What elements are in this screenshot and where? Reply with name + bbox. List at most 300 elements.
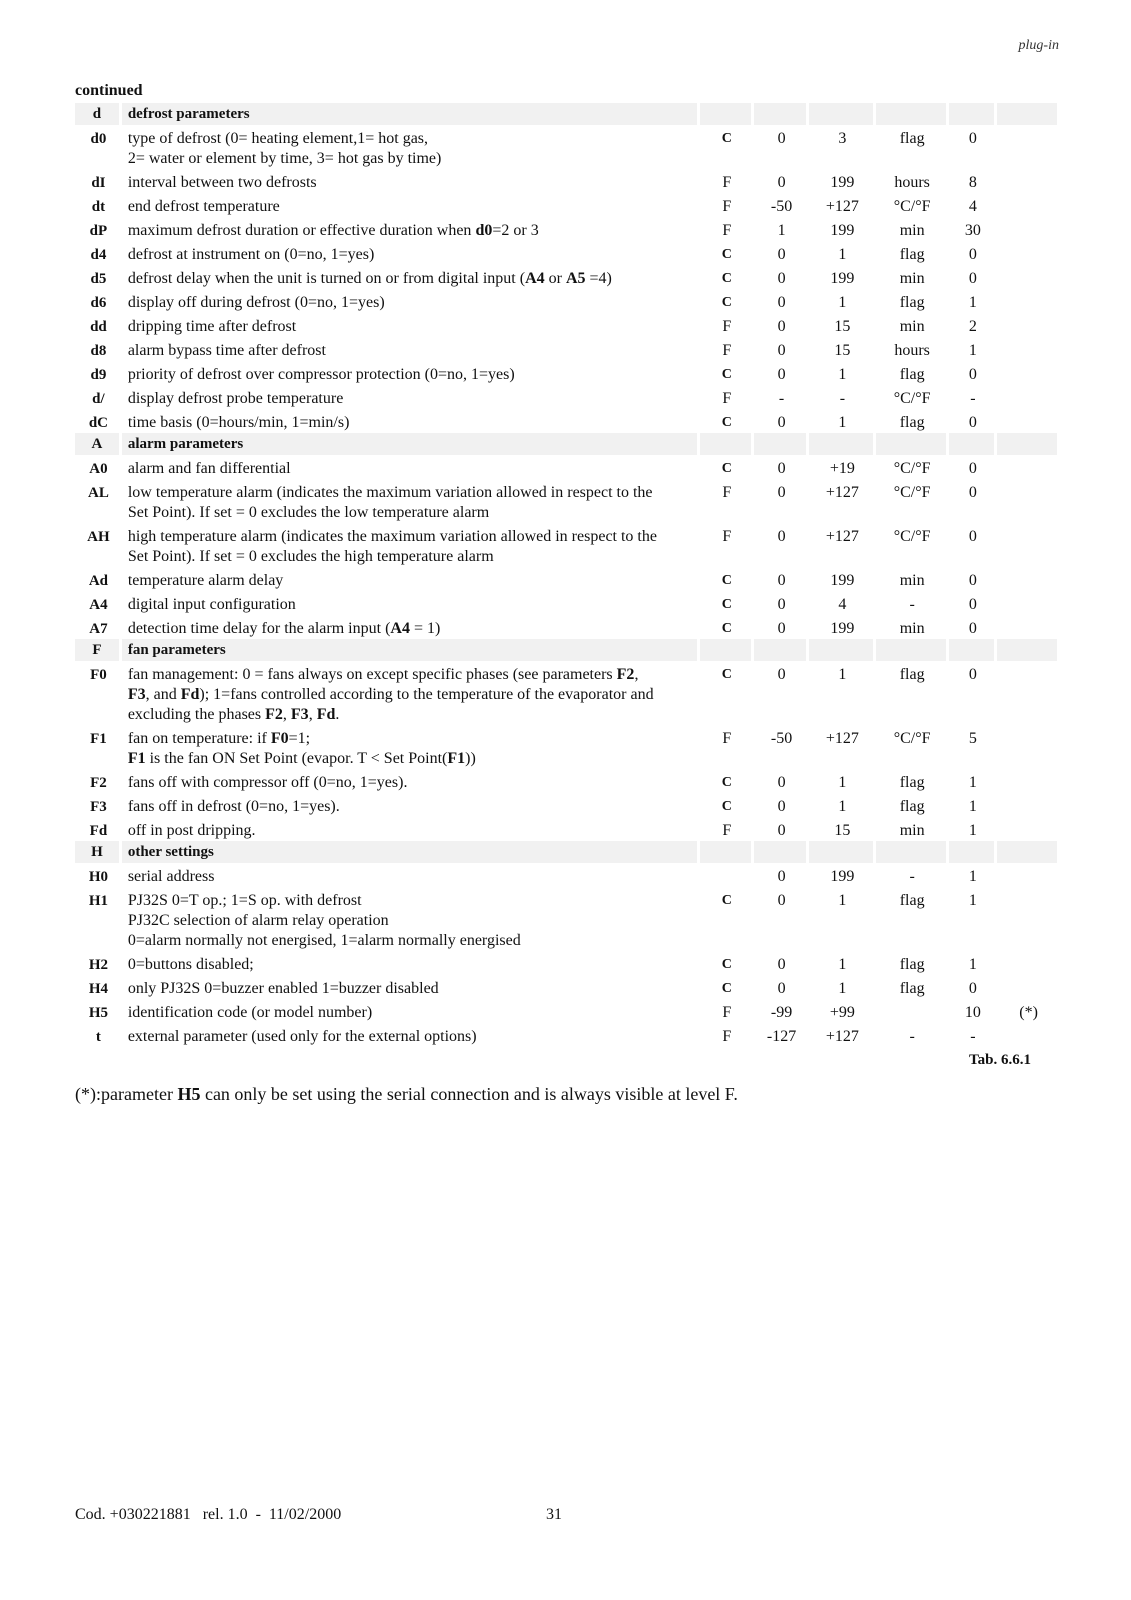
param-unit: min bbox=[899, 318, 925, 335]
section-spacer bbox=[754, 103, 809, 125]
param-description: dripping time after defrost bbox=[127, 318, 297, 335]
param-unit: - bbox=[909, 1028, 915, 1045]
param-level bbox=[700, 863, 755, 887]
section-header-h bbox=[75, 841, 1060, 863]
param-note bbox=[997, 361, 1060, 385]
param-default: 0 bbox=[968, 246, 977, 263]
param-row-d9 bbox=[75, 361, 1060, 385]
param-code: A7 bbox=[89, 621, 108, 637]
param-row-fd bbox=[75, 817, 1060, 841]
section-title: alarm parameters bbox=[122, 433, 700, 455]
param-default: 0 bbox=[968, 460, 977, 477]
param-level: F bbox=[722, 822, 732, 839]
param-level: C bbox=[721, 295, 732, 310]
param-code: H0 bbox=[88, 869, 108, 885]
param-code: dt bbox=[91, 199, 106, 215]
param-row-al bbox=[75, 479, 1060, 523]
section-title: fan parameters bbox=[122, 639, 700, 661]
param-description: serial address bbox=[127, 868, 215, 885]
param-description: display defrost probe temperature bbox=[127, 390, 344, 407]
param-min: 0 bbox=[777, 798, 786, 815]
param-row-d4 bbox=[75, 241, 1060, 265]
param-description: external parameter (used only for the external options) bbox=[127, 1028, 477, 1045]
param-max: 1 bbox=[838, 980, 847, 997]
param-default: 10 bbox=[964, 1004, 981, 1021]
param-min: 0 bbox=[777, 980, 786, 997]
param-row-dslash bbox=[75, 385, 1060, 409]
footer-document-code: Cod. +030221881 rel. 1.0 - 11/02/2000 bbox=[75, 1506, 342, 1523]
param-row-ad bbox=[75, 567, 1060, 591]
param-default: 2 bbox=[968, 318, 977, 335]
param-code: dI bbox=[91, 175, 106, 191]
param-unit: °C/°F bbox=[893, 484, 931, 501]
param-note: (*) bbox=[1019, 1004, 1038, 1021]
param-note bbox=[997, 769, 1060, 793]
param-max: 1 bbox=[838, 414, 847, 431]
param-code: F1 bbox=[90, 731, 107, 747]
param-min: 0 bbox=[777, 294, 786, 311]
param-unit: °C/°F bbox=[893, 390, 931, 407]
param-default: 1 bbox=[968, 822, 977, 839]
param-row-f3 bbox=[75, 793, 1060, 817]
param-row-ah bbox=[75, 523, 1060, 567]
section-spacer bbox=[876, 433, 949, 455]
param-description: 0=buttons disabled; bbox=[127, 956, 254, 973]
param-description: alarm and fan differential bbox=[127, 460, 291, 477]
param-row-h4 bbox=[75, 975, 1060, 999]
param-unit: min bbox=[899, 822, 925, 839]
param-description: priority of defrost over compressor protection (0=no, 1=yes) bbox=[127, 366, 515, 383]
param-description: digital input configuration bbox=[127, 596, 296, 613]
param-note bbox=[997, 863, 1060, 887]
param-description: fan management: 0 = fans always on except specific phases (see parameters F2, F3, and Fd); 1=fans controlled according to the temperature of the evaporator and excluding the phases F2, F3, Fd. bbox=[127, 666, 654, 723]
param-default: 0 bbox=[968, 980, 977, 997]
footnote: (*):parameter H5 can only be set using the serial connection and is always visible at level F. bbox=[75, 1084, 738, 1104]
param-min: 0 bbox=[777, 892, 786, 909]
param-code: d9 bbox=[90, 367, 107, 383]
param-level: C bbox=[721, 461, 732, 476]
param-description: fans off in defrost (0=no, 1=yes). bbox=[127, 798, 340, 815]
param-code: d4 bbox=[90, 247, 107, 263]
table-reference: Tab. 6.6.1 bbox=[969, 1052, 1031, 1068]
param-default: 8 bbox=[968, 174, 977, 191]
param-row-a4 bbox=[75, 591, 1060, 615]
section-spacer bbox=[876, 639, 949, 661]
param-note bbox=[997, 615, 1060, 639]
param-default: 0 bbox=[968, 572, 977, 589]
param-unit: flag bbox=[899, 246, 925, 263]
param-min: 0 bbox=[777, 596, 786, 613]
param-max: +127 bbox=[825, 730, 859, 747]
param-unit: - bbox=[909, 596, 915, 613]
param-default: 1 bbox=[968, 868, 977, 885]
param-unit: flag bbox=[899, 366, 925, 383]
param-code: d/ bbox=[92, 391, 105, 407]
param-note bbox=[997, 265, 1060, 289]
section-spacer bbox=[754, 841, 809, 863]
param-level: F bbox=[722, 318, 732, 335]
param-min: -127 bbox=[766, 1028, 797, 1045]
param-note bbox=[997, 241, 1060, 265]
param-note bbox=[997, 567, 1060, 591]
param-level: F bbox=[722, 342, 732, 359]
param-default: 0 bbox=[968, 666, 977, 683]
param-level: C bbox=[721, 981, 732, 996]
param-code: H5 bbox=[88, 1005, 108, 1021]
param-level: C bbox=[721, 271, 732, 286]
param-min: 0 bbox=[777, 246, 786, 263]
param-note bbox=[997, 479, 1060, 523]
section-spacer bbox=[876, 103, 949, 125]
section-spacer bbox=[949, 639, 998, 661]
param-description: off in post dripping. bbox=[127, 822, 256, 839]
param-note bbox=[997, 523, 1060, 567]
param-row-dc bbox=[75, 409, 1060, 433]
parameters-table-body bbox=[75, 103, 1060, 1047]
param-code: t bbox=[95, 1029, 101, 1045]
param-default: 0 bbox=[968, 484, 977, 501]
param-code: Fd bbox=[89, 823, 108, 839]
param-min: 0 bbox=[777, 460, 786, 477]
param-max: 3 bbox=[838, 130, 847, 147]
param-max: +99 bbox=[829, 1004, 855, 1021]
param-unit: min bbox=[899, 222, 925, 239]
param-unit: min bbox=[899, 270, 925, 287]
param-unit: °C/°F bbox=[893, 528, 931, 545]
param-unit: flag bbox=[899, 798, 925, 815]
param-note bbox=[997, 193, 1060, 217]
param-level: C bbox=[721, 799, 732, 814]
param-row-dt bbox=[75, 193, 1060, 217]
param-note bbox=[997, 591, 1060, 615]
param-min: -50 bbox=[770, 730, 793, 747]
section-title: defrost parameters bbox=[122, 103, 700, 125]
param-level: C bbox=[721, 247, 732, 262]
param-note bbox=[997, 455, 1060, 479]
param-unit bbox=[876, 999, 949, 1023]
param-code: Ad bbox=[88, 573, 108, 589]
param-code: F2 bbox=[90, 775, 107, 791]
param-description: temperature alarm delay bbox=[127, 572, 284, 589]
param-note bbox=[997, 409, 1060, 433]
param-description: low temperature alarm (indicates the maximum variation allowed in respect to the Set Point). If set = 0 excludes the low temperature alarm bbox=[127, 484, 653, 521]
param-unit: min bbox=[899, 620, 925, 637]
param-max: 1 bbox=[838, 246, 847, 263]
section-spacer bbox=[700, 433, 755, 455]
param-default: 0 bbox=[968, 130, 977, 147]
param-default: 1 bbox=[968, 892, 977, 909]
param-description: high temperature alarm (indicates the maximum variation allowed in respect to the Set Point). If set = 0 excludes the high temperature alarm bbox=[127, 528, 657, 565]
param-row-di bbox=[75, 169, 1060, 193]
param-unit: flag bbox=[899, 892, 925, 909]
param-unit: °C/°F bbox=[893, 730, 931, 747]
param-min: 0 bbox=[777, 130, 786, 147]
param-level: C bbox=[721, 131, 732, 146]
param-note bbox=[997, 887, 1060, 951]
section-spacer bbox=[700, 841, 755, 863]
param-level: C bbox=[721, 667, 732, 682]
param-level: F bbox=[722, 528, 732, 545]
param-unit: °C/°F bbox=[893, 460, 931, 477]
param-code: dP bbox=[89, 223, 108, 239]
param-row-dd bbox=[75, 313, 1060, 337]
param-min: 0 bbox=[777, 956, 786, 973]
param-description: end defrost temperature bbox=[127, 198, 280, 215]
header-brand: plug-in bbox=[1018, 38, 1059, 53]
param-level: C bbox=[721, 597, 732, 612]
param-min: 1 bbox=[777, 222, 786, 239]
param-row-h2 bbox=[75, 951, 1060, 975]
param-max: 1 bbox=[838, 666, 847, 683]
param-code: H2 bbox=[88, 957, 108, 973]
param-max: 15 bbox=[834, 822, 851, 839]
param-level: C bbox=[721, 367, 732, 382]
param-min: 0 bbox=[777, 666, 786, 683]
param-code: H1 bbox=[88, 893, 108, 909]
param-code: d5 bbox=[90, 271, 107, 287]
param-default: 0 bbox=[968, 620, 977, 637]
param-level: C bbox=[721, 957, 732, 972]
param-description: maximum defrost duration or effective duration when d0=2 or 3 bbox=[127, 222, 539, 239]
param-note bbox=[997, 217, 1060, 241]
param-note bbox=[997, 951, 1060, 975]
param-min: 0 bbox=[777, 620, 786, 637]
param-description: type of defrost (0= heating element,1= hot gas, 2= water or element by time, 3= hot gas by time) bbox=[127, 130, 442, 167]
section-spacer bbox=[809, 841, 876, 863]
param-max: 15 bbox=[834, 318, 851, 335]
param-row-a7 bbox=[75, 615, 1060, 639]
section-code: A bbox=[75, 433, 122, 455]
param-max: 1 bbox=[838, 798, 847, 815]
param-default: 1 bbox=[968, 956, 977, 973]
param-row-h0 bbox=[75, 863, 1060, 887]
param-unit: flag bbox=[899, 414, 925, 431]
param-max: 1 bbox=[838, 774, 847, 791]
param-code: d6 bbox=[90, 295, 107, 311]
param-note bbox=[997, 313, 1060, 337]
param-default: - bbox=[970, 390, 976, 407]
param-min: 0 bbox=[777, 484, 786, 501]
param-note bbox=[997, 385, 1060, 409]
page-number: 31 bbox=[546, 1506, 562, 1523]
param-description: identification code (or model number) bbox=[127, 1004, 373, 1021]
param-code: dd bbox=[90, 319, 107, 335]
param-unit: flag bbox=[899, 980, 925, 997]
param-note bbox=[997, 169, 1060, 193]
param-max: +127 bbox=[825, 484, 859, 501]
param-unit: flag bbox=[899, 130, 925, 147]
section-spacer bbox=[754, 433, 809, 455]
param-max: 1 bbox=[838, 956, 847, 973]
param-note bbox=[997, 975, 1060, 999]
section-header-d bbox=[75, 103, 1060, 125]
param-note bbox=[997, 289, 1060, 313]
param-default: 0 bbox=[968, 528, 977, 545]
param-note bbox=[997, 661, 1060, 725]
param-level: F bbox=[722, 390, 732, 407]
param-row-dp bbox=[75, 217, 1060, 241]
param-max: 199 bbox=[830, 222, 855, 239]
section-spacer bbox=[997, 103, 1060, 125]
param-max: 199 bbox=[830, 572, 855, 589]
param-default: 4 bbox=[968, 198, 977, 215]
section-spacer bbox=[700, 639, 755, 661]
param-default: 0 bbox=[968, 366, 977, 383]
param-row-h1 bbox=[75, 887, 1060, 951]
section-title: other settings bbox=[122, 841, 700, 863]
param-default: - bbox=[970, 1028, 976, 1045]
param-code: AL bbox=[87, 485, 109, 501]
param-description: PJ32S 0=T op.; 1=S op. with defrost PJ32C selection of alarm relay operation 0=alarm normally not energised, 1=alarm normally energised bbox=[127, 892, 521, 949]
continued-label: continued bbox=[75, 82, 143, 99]
param-max: 1 bbox=[838, 892, 847, 909]
param-level: F bbox=[722, 198, 732, 215]
param-min: -99 bbox=[770, 1004, 793, 1021]
param-max: 4 bbox=[838, 596, 847, 613]
section-code: d bbox=[75, 103, 122, 125]
param-min: 0 bbox=[777, 270, 786, 287]
param-row-d8 bbox=[75, 337, 1060, 361]
param-min: 0 bbox=[777, 318, 786, 335]
param-level: C bbox=[721, 775, 732, 790]
param-unit: flag bbox=[899, 774, 925, 791]
param-min: 0 bbox=[777, 774, 786, 791]
section-header-a bbox=[75, 433, 1060, 455]
section-spacer bbox=[754, 639, 809, 661]
param-note bbox=[997, 125, 1060, 169]
section-spacer bbox=[949, 433, 998, 455]
section-code: H bbox=[75, 841, 122, 863]
param-description: time basis (0=hours/min, 1=min/s) bbox=[127, 414, 350, 431]
param-default: 1 bbox=[968, 342, 977, 359]
param-code: F0 bbox=[90, 667, 107, 683]
param-description: interval between two defrosts bbox=[127, 174, 317, 191]
param-code: A4 bbox=[89, 597, 108, 613]
param-max: 1 bbox=[838, 366, 847, 383]
param-unit: flag bbox=[899, 666, 925, 683]
section-header-f bbox=[75, 639, 1060, 661]
param-row-f0 bbox=[75, 661, 1060, 725]
param-default: 30 bbox=[964, 222, 981, 239]
param-default: 0 bbox=[968, 596, 977, 613]
param-default: 5 bbox=[968, 730, 977, 747]
param-min: - bbox=[778, 390, 785, 407]
section-code: F bbox=[75, 639, 122, 661]
param-max: +127 bbox=[825, 1028, 859, 1045]
param-row-a0 bbox=[75, 455, 1060, 479]
param-description: only PJ32S 0=buzzer enabled 1=buzzer disabled bbox=[127, 980, 439, 997]
param-description: detection time delay for the alarm input (A4 = 1) bbox=[127, 620, 441, 637]
param-min: 0 bbox=[777, 528, 786, 545]
param-max: +127 bbox=[825, 528, 859, 545]
param-max: 199 bbox=[830, 620, 855, 637]
param-code: F3 bbox=[90, 799, 107, 815]
section-spacer bbox=[997, 639, 1060, 661]
param-note bbox=[997, 817, 1060, 841]
param-description: fan on temperature: if F0=1; F1 is the fan ON Set Point (evapor. T < Set Point(F1)) bbox=[127, 730, 476, 767]
param-min: -50 bbox=[770, 198, 793, 215]
param-row-f2 bbox=[75, 769, 1060, 793]
parameters-table bbox=[75, 103, 1060, 1047]
param-default: 1 bbox=[968, 294, 977, 311]
param-min: 0 bbox=[777, 822, 786, 839]
param-level: C bbox=[721, 621, 732, 636]
section-spacer bbox=[809, 103, 876, 125]
param-unit: flag bbox=[899, 294, 925, 311]
param-max: 199 bbox=[830, 174, 855, 191]
param-row-d0 bbox=[75, 125, 1060, 169]
param-min: 0 bbox=[777, 342, 786, 359]
param-note bbox=[997, 793, 1060, 817]
section-spacer bbox=[997, 433, 1060, 455]
param-min: 0 bbox=[777, 366, 786, 383]
section-spacer bbox=[997, 841, 1060, 863]
param-level: C bbox=[721, 573, 732, 588]
param-code: dC bbox=[88, 415, 108, 431]
param-row-h5 bbox=[75, 999, 1060, 1023]
param-code: A0 bbox=[89, 461, 108, 477]
param-code: H4 bbox=[88, 981, 108, 997]
param-description: fans off with compressor off (0=no, 1=yes). bbox=[127, 774, 408, 791]
param-max: +127 bbox=[825, 198, 859, 215]
param-level: C bbox=[721, 415, 732, 430]
param-default: 0 bbox=[968, 414, 977, 431]
param-default: 1 bbox=[968, 774, 977, 791]
param-note bbox=[997, 725, 1060, 769]
param-row-d5 bbox=[75, 265, 1060, 289]
param-note bbox=[997, 337, 1060, 361]
param-unit: flag bbox=[899, 956, 925, 973]
param-row-t bbox=[75, 1023, 1060, 1047]
section-spacer bbox=[809, 433, 876, 455]
section-spacer bbox=[949, 103, 998, 125]
param-description: alarm bypass time after defrost bbox=[127, 342, 326, 359]
section-spacer bbox=[949, 841, 998, 863]
param-description: display off during defrost (0=no, 1=yes) bbox=[127, 294, 385, 311]
section-spacer bbox=[876, 841, 949, 863]
param-max: 199 bbox=[830, 270, 855, 287]
param-max: - bbox=[839, 390, 846, 407]
param-max: +19 bbox=[829, 460, 855, 477]
param-unit: °C/°F bbox=[893, 198, 931, 215]
param-max: 1 bbox=[838, 294, 847, 311]
param-description: defrost delay when the unit is turned on or from digital input (A4 or A5 =4) bbox=[127, 270, 612, 287]
param-min: 0 bbox=[777, 414, 786, 431]
param-max: 15 bbox=[834, 342, 851, 359]
param-unit: hours bbox=[894, 342, 930, 359]
param-min: 0 bbox=[777, 174, 786, 191]
param-min: 0 bbox=[777, 572, 786, 589]
param-code: d8 bbox=[90, 343, 107, 359]
param-row-f1 bbox=[75, 725, 1060, 769]
param-code: d0 bbox=[90, 131, 107, 147]
param-level: F bbox=[722, 222, 732, 239]
param-level: F bbox=[722, 484, 732, 501]
param-max: 199 bbox=[830, 868, 855, 885]
param-code: AH bbox=[87, 529, 110, 545]
param-note bbox=[997, 1023, 1060, 1047]
param-unit: hours bbox=[894, 174, 930, 191]
param-level: F bbox=[722, 1028, 732, 1045]
param-description: defrost at instrument on (0=no, 1=yes) bbox=[127, 246, 375, 263]
section-spacer bbox=[700, 103, 755, 125]
param-row-d6 bbox=[75, 289, 1060, 313]
param-min: 0 bbox=[777, 868, 786, 885]
param-level: F bbox=[722, 730, 732, 747]
param-level: C bbox=[721, 893, 732, 908]
param-default: 0 bbox=[968, 270, 977, 287]
param-level: F bbox=[722, 1004, 732, 1021]
